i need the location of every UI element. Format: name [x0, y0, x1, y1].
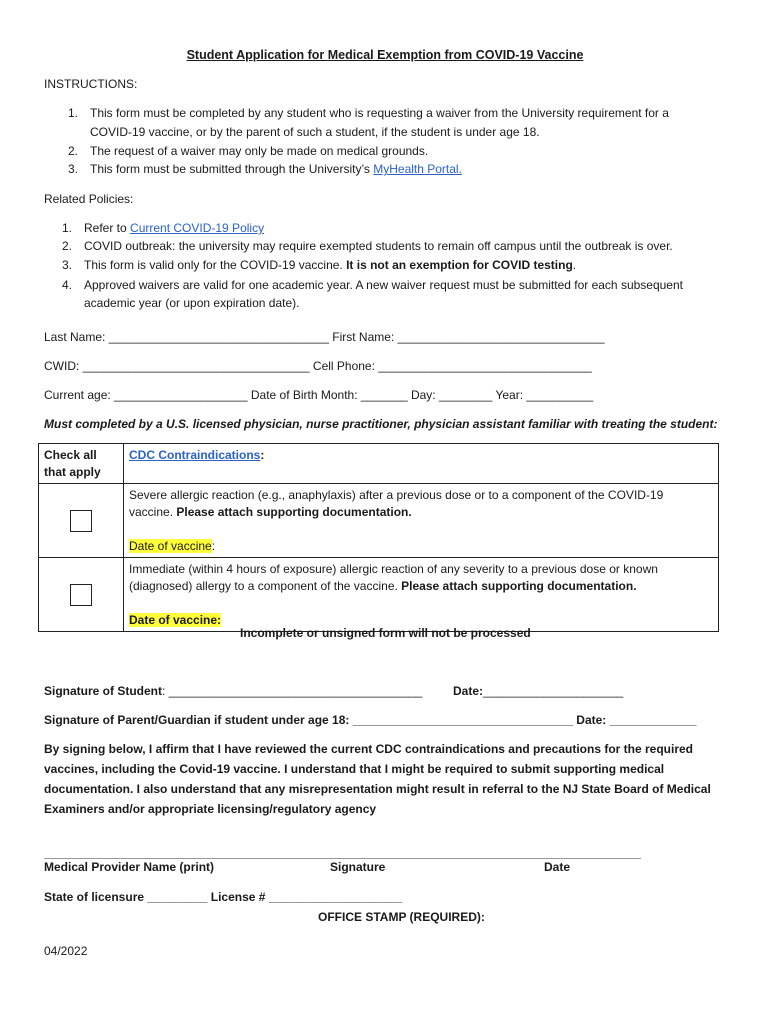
- policy-number: 4.: [62, 278, 73, 292]
- date-of-vaccine-label: Date of vaccine: [129, 539, 212, 553]
- licensure-fields[interactable]: State of licensure _________ License # ____________________: [44, 890, 403, 904]
- student-date-line: _____________________: [483, 684, 624, 698]
- policy-text: Refer to: [84, 221, 131, 235]
- page-title: Student Application for Medical Exemption from COVID-19 Vaccine: [186, 48, 584, 62]
- policy-item-3: [62, 258, 576, 272]
- provider-signature-label: Signature: [330, 860, 386, 874]
- parent-signature-field[interactable]: Signature of Parent/Guardian if student under age 18: _________________________________ Date: _____________: [44, 713, 697, 727]
- attach-documentation-note: Please attach supporting documentation.: [401, 579, 637, 593]
- current-covid-policy-link[interactable]: Current COVID-19 Policy: [130, 221, 265, 235]
- checkbox-cell: [39, 484, 124, 558]
- contraindication-cell: [124, 558, 719, 632]
- severe-reaction-checkbox[interactable]: [70, 510, 92, 532]
- provider-signature-rule: [44, 858, 641, 859]
- affirmation-line-1: By signing below, I affirm that I have reviewed the current CDC contraindications and precautions for the required: [44, 742, 694, 756]
- office-stamp-label: OFFICE STAMP (REQUIRED):: [318, 910, 485, 924]
- check-all-header-line1: Check all: [44, 448, 97, 462]
- cdc-contraindications-link[interactable]: CDC Contraindications: [129, 448, 261, 462]
- policy-bold-text: It is not an exemption for COVID testing: [346, 258, 573, 272]
- contraindication-text-continued: [129, 504, 713, 521]
- immediate-reaction-checkbox[interactable]: [70, 584, 92, 606]
- student-date-field[interactable]: [453, 684, 623, 698]
- attach-documentation-note: Please attach supporting documentation.: [176, 505, 412, 519]
- provider-name-label: Medical Provider Name (print): [44, 860, 215, 874]
- affirmation-line-2: vaccines, including the Covid-19 vaccine. I understand that I might be required to submit supporting medical: [44, 762, 665, 776]
- policy-text: This form is valid only for the COVID-19 vaccine.: [84, 258, 347, 272]
- name-fields[interactable]: Last Name: _________________________________ First Name: _______________________________: [44, 330, 605, 344]
- provider-date-label: Date: [544, 860, 571, 874]
- student-signature-line: : ______________________________________: [162, 684, 423, 698]
- student-date-label: Date:: [453, 684, 484, 698]
- age-dob-fields[interactable]: Current age: ____________________ Date of Birth Month: _______ Day: ________ Year: __________: [44, 388, 594, 402]
- policy-item-4-continued: academic year (or upon expiration date).: [84, 296, 300, 310]
- table-row: [39, 484, 719, 558]
- contraindication-text: Severe allergic reaction (e.g., anaphylaxis) after a previous dose or to a component of the COVID-19: [129, 488, 664, 502]
- instruction-number: 2.: [68, 144, 79, 158]
- policy-suffix: .: [572, 258, 577, 272]
- instruction-text: This form must be submitted through the University’s: [90, 162, 374, 176]
- date-of-vaccine-label: Date of vaccine:: [129, 613, 222, 627]
- cdc-contraindications-header: [124, 444, 719, 484]
- instruction-item-1-continued: COVID-19 vaccine, or by the parent of such a student, if the student is under age 18.: [90, 125, 540, 139]
- date-of-vaccine-field[interactable]: [129, 538, 713, 555]
- policy-item-2: [62, 239, 673, 253]
- student-signature-label: Signature of Student: [44, 684, 162, 698]
- myhealth-portal-link[interactable]: MyHealth Portal.: [373, 162, 462, 176]
- affirmation-line-4: Examiners and/or appropriate licensing/regulatory agency: [44, 802, 377, 816]
- checkbox-cell: [39, 558, 124, 632]
- table-header-row: [39, 444, 719, 484]
- check-all-header: [39, 444, 124, 484]
- cwid-phone-fields[interactable]: CWID: __________________________________ Cell Phone: ________________________________: [44, 359, 592, 373]
- form-version-date: 04/2022: [44, 944, 88, 958]
- date-colon: :: [211, 539, 216, 553]
- policy-number: 1.: [62, 221, 73, 235]
- incomplete-form-warning: Incomplete or unsigned form will not be processed: [240, 626, 531, 640]
- policy-text: COVID outbreak: the university may require exempted students to remain off campus until the outbreak is over.: [84, 239, 673, 253]
- contraindications-table: [38, 443, 719, 632]
- contraindication-plain: vaccine.: [129, 505, 177, 519]
- instructions-heading: INSTRUCTIONS:: [44, 77, 138, 91]
- contraindication-cell: [124, 484, 719, 558]
- instruction-item-1: [68, 106, 669, 120]
- instruction-item-2: [68, 144, 428, 158]
- affirmation-line-3: documentation. I also understand that any misrepresentation might result in referral to the NJ State Board of Medical: [44, 782, 711, 796]
- related-policies-heading: Related Policies:: [44, 192, 134, 206]
- contraindication-text: Immediate (within 4 hours of exposure) allergic reaction of any severity to a previous dose or known: [129, 562, 658, 576]
- instruction-number: 3.: [68, 162, 79, 176]
- instruction-number: 1.: [68, 106, 79, 120]
- contraindication-text-continued: [129, 578, 713, 595]
- check-all-header-line2: that apply: [44, 465, 101, 479]
- student-signature-field[interactable]: [44, 684, 422, 698]
- instruction-text: This form must be completed by any student who is requesting a waiver from the University requirement for a: [90, 106, 669, 120]
- instruction-item-3: [68, 162, 462, 176]
- table-row: [39, 558, 719, 632]
- policy-text: Approved waivers are valid for one academic year. A new waiver request must be submitted for each subsequent: [84, 278, 683, 292]
- contraindication-plain: (diagnosed) allergy to a component of the vaccine.: [129, 579, 402, 593]
- instruction-text: The request of a waiver may only be made on medical grounds.: [90, 144, 429, 158]
- physician-requirement-note: Must completed by a U.S. licensed physician, nurse practitioner, physician assistant familiar with treating the student:: [44, 417, 718, 431]
- policy-number: 3.: [62, 258, 73, 272]
- policy-item-1: [62, 221, 264, 235]
- policy-item-4: [62, 278, 683, 292]
- header-colon: :: [260, 448, 265, 462]
- policy-number: 2.: [62, 239, 73, 253]
